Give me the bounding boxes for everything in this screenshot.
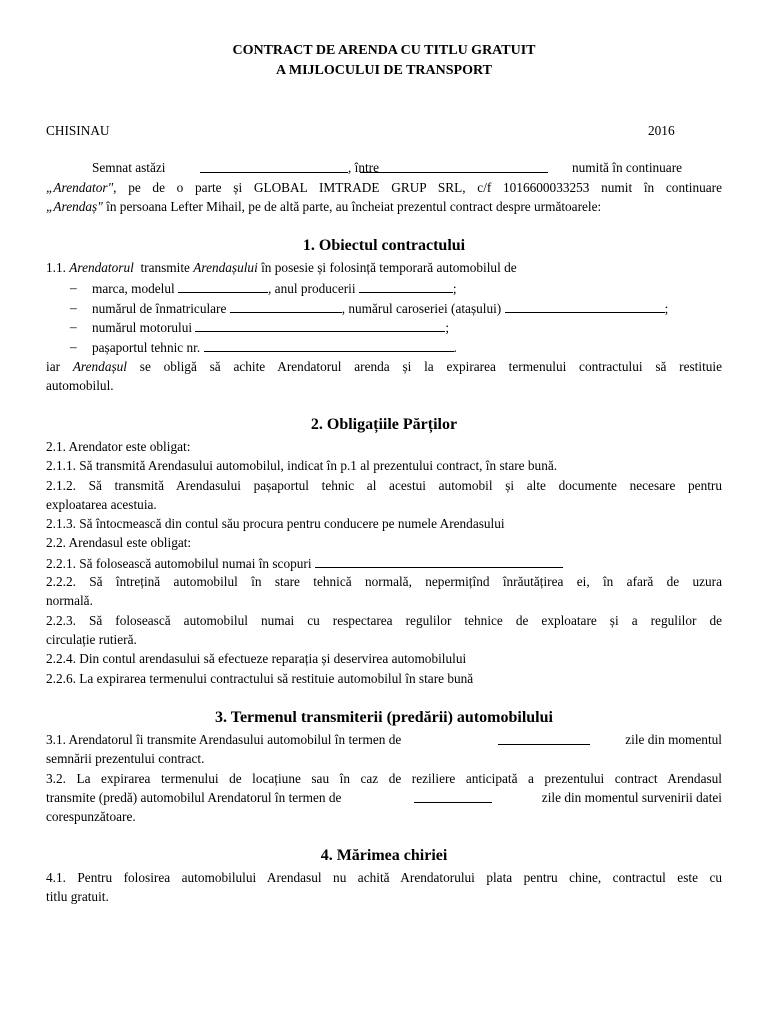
clause-2-2-2-line1: 2.2.2. Să întrețină automobilul în stare tehnică normală, nepermițînd înrăutățirea ei, în afară de uzura: [46, 574, 722, 589]
intro-party: pe de o parte și GLOBAL IMTRADE GRUP SRL, c/f 1016600033253 numit în continuare: [128, 180, 723, 195]
clause-1-1-arendasului: Arendașului: [193, 260, 258, 275]
intro-named: numită în continuare: [572, 160, 683, 175]
item-year-label: , anul producerii: [268, 281, 356, 296]
clause-2-2-3-line1: 2.2.3. Să folosească automobilul numai cu respectarea regulilor tehnice de exploatare și a regulilor de: [46, 613, 722, 628]
item-brand-model-end: ;: [452, 281, 457, 296]
clause-1-1-number: 1.1.: [46, 260, 66, 275]
clause-3-1-text: 3.1. Arendatorul îi transmite Arendasului automobilul în termen de: [46, 732, 402, 747]
clause-1-end-text: se obligă să achite Arendatorul arenda și la expirarea termenului contractului să restituie: [139, 359, 723, 374]
document-title-line2: A MIJLOCULUI DE TRANSPORT: [276, 63, 492, 78]
intro-line-2: [46, 178, 722, 198]
bullet-2: –: [70, 300, 77, 315]
clause-2-1-2-line2: exploatarea acestuia.: [46, 497, 157, 512]
blank-production-year: [359, 278, 453, 293]
intro-tail: în persoana Lefter Mihail, pe de altă parte, au încheiat prezentul contract despre următoarele:: [106, 199, 602, 214]
item-passport-end: .: [453, 340, 457, 355]
clause-2-2-1: [46, 553, 722, 574]
clause-4-1-line1: 4.1. Pentru folosirea automobilului Arendasul nu achită Arendatorului plata pentru chine, contractul este cu: [46, 870, 722, 885]
bullet-4: –: [70, 339, 77, 354]
blank-return-days: [414, 788, 492, 803]
clause-3-2-line3: corespunzătoare.: [46, 809, 136, 824]
bullet-1: –: [70, 280, 77, 295]
clause-3-1-line2: semnării prezentului contract.: [46, 751, 205, 766]
section-2-heading: 2. Obligațiile Părților: [310, 416, 458, 433]
clause-1-1-text: în posesie și folosință temporară automobilul de: [261, 260, 517, 275]
clause-2-1-2-line1: 2.1.2. Să transmită Arendasului pașaportul tehnic al acestui automobil și alte documente necesare pentru: [46, 478, 722, 493]
clause-2-2-1-text: 2.2.1. Să folosească automobilul numai în scopuri: [46, 556, 312, 571]
clause-1-1-transmite: transmite: [140, 260, 190, 275]
blank-brand-model: [178, 278, 268, 293]
clause-1-end-line2: automobilul.: [46, 378, 114, 393]
section-3-heading: 3. Termenul transmiterii (predării) automobilului: [215, 709, 553, 726]
item-registration-label: numărul de înmatriculare: [92, 301, 227, 316]
blank-arendator-name: [360, 158, 548, 173]
item-engine-label: numărul motorului: [92, 320, 193, 335]
clause-2-1: 2.1. Arendator este obligat:: [46, 439, 191, 454]
clause-1-end-arendasul: Arendașul: [72, 359, 127, 374]
clause-1-1: [46, 258, 722, 278]
intro-signed: Semnat astăzi: [92, 160, 166, 175]
item-engine: [92, 317, 449, 338]
clause-3-2-line1: 3.2. La expirarea termenului de locațiune sau în caz de reziliere anticipată a prezentului contract Arendasul: [46, 771, 722, 786]
intro-between: , între: [348, 160, 380, 175]
section-1-heading: 1. Obiectul contractului: [302, 237, 466, 254]
blank-date: [200, 158, 348, 173]
clause-2-2: 2.2. Arendasul este obligat:: [46, 535, 192, 550]
blank-purpose: [315, 553, 563, 568]
bullet-3: –: [70, 319, 77, 334]
year-label: 2016: [648, 123, 675, 138]
item-registration: [92, 298, 668, 319]
item-brand-model: [92, 278, 457, 299]
blank-chassis-number: [505, 298, 665, 313]
place-label: CHISINAU: [46, 123, 110, 138]
clause-2-2-2-line2: normală.: [46, 593, 93, 608]
item-passport: [92, 337, 457, 358]
clause-2-2-3-line2: circulație rutieră.: [46, 632, 137, 647]
clause-4-1-line2: titlu gratuit.: [46, 889, 109, 904]
item-brand-model-label: marca, modelul: [92, 281, 175, 296]
clause-3-2-days: zile din momentul survenirii datei: [541, 790, 722, 805]
document-title-line1: CONTRACT DE ARENDA CU TITLU GRATUIT: [232, 43, 536, 58]
clause-2-1-1: 2.1.1. Să transmită Arendasului automobilul, indicat în p.1 al prezentului contract, în stare bună.: [46, 458, 558, 473]
clause-2-1-3: 2.1.3. Să întocmească din contul său procura pentru conducere pe numele Arendasului: [46, 516, 505, 531]
blank-passport-number: [204, 337, 454, 352]
section-4-heading: 4. Mărimea chiriei: [320, 847, 448, 864]
clause-2-2-6: 2.2.6. La expirarea termenului contractului să restituie automobilul în stare bună: [46, 671, 474, 686]
clause-1-end-iar: iar: [46, 359, 61, 374]
item-registration-end: ;: [664, 301, 669, 316]
term-arendator: „Arendator",: [46, 180, 117, 195]
blank-registration-number: [230, 298, 342, 313]
clause-2-2-4: 2.2.4. Din contul arendasului să efectueze reparația și deservirea automobilului: [46, 651, 467, 666]
term-arendas: „Arendaș": [46, 199, 103, 214]
clause-3-1-days: zile din momentul: [625, 732, 722, 747]
intro-line-3: [46, 197, 722, 217]
blank-engine-number: [195, 317, 445, 332]
item-chassis-label: , numărul caroseriei (atașului): [341, 301, 502, 316]
clause-3-2-text: transmite (predă) automobilul Arendatorul în termen de: [46, 790, 342, 805]
blank-transfer-days: [498, 730, 590, 745]
clause-1-1-arendatorul: Arendatorul: [69, 260, 134, 275]
clause-1-end-line1: [46, 357, 722, 377]
item-passport-label: pașaportul tehnic nr.: [92, 340, 201, 355]
item-engine-end: ;: [445, 320, 450, 335]
